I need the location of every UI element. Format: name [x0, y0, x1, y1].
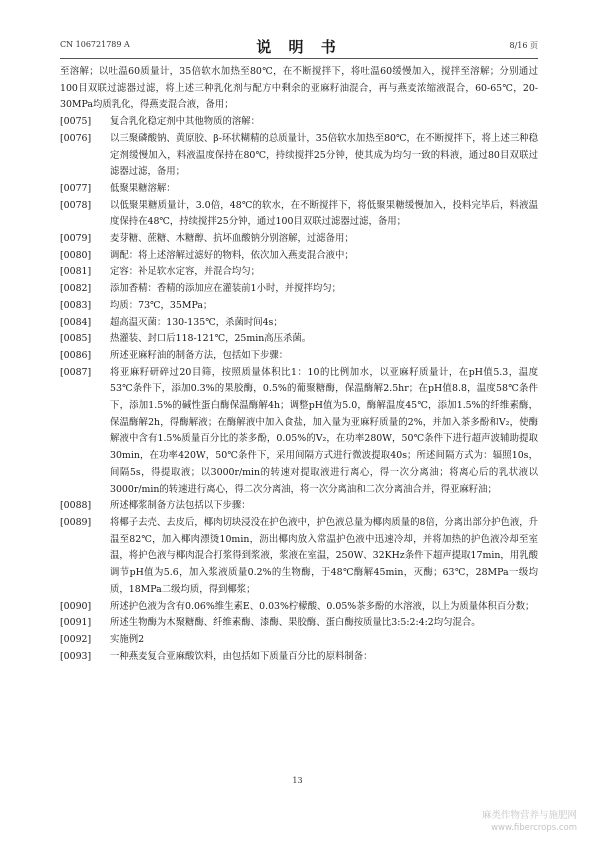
- paragraph-text: 将亚麻籽研碎过20目筛，按照质量体积比1：10的比例加水，以亚麻籽质量计，在pH值5.3，温度53℃条件下，添加0.3%的果胶酶，0.5%的葡聚糖酶，保温酶解2.5hr；在pH值8.8，温度58℃条件下，添加1.5%的碱性蛋白酶保温酶解4h；调整pH值为5.0，酶解温度45℃，添加1.5%的纤维素酶，保温酶解2h，得酶解液；在酶解液中加入食盐，加入量为亚麻籽质量的2%，并加入茶多酚和V₂，使酶解液中含有1.5%质量百分比的茶多酚，0.05%的V₂，在功率280W，50℃条件下进行超声波辅助提取30min，在功率420W，50℃条件下，采用间隔方式进行微波提取40s；所述间隔方式为：辐照10s，间隔5s，得提取液；以3000r/min的转速对提取液进行离心，得一次分离油；将离心后的乳状液以3000r/min的转速进行离心，得二次分离油，将一次分离油和二次分离油合并，得亚麻籽油；: [110, 366, 538, 495]
- paragraph: [60, 315, 538, 332]
- paragraph-number: [0084]: [60, 316, 92, 328]
- paragraph-number: [0076]: [60, 132, 92, 144]
- paragraph-text: 添加香精：香精的添加应在灌装前1小时，并搅拌均匀；: [110, 283, 341, 295]
- paragraph: [60, 281, 538, 298]
- paragraph-number: [0080]: [60, 249, 92, 261]
- paragraph-text: 所述生物酶为木聚糖酶、纤维素酶、漆酶、果胶酶、蛋白酶按质量比3:5:2:4:2均匀混合。: [110, 617, 481, 629]
- paragraph-text: 所述椰浆制备方法包括以下步骤：: [110, 500, 251, 512]
- paragraph-text: 一种燕麦复合亚麻酸饮料，由包括如下质量百分比的原料制备：: [110, 650, 373, 662]
- paragraph-number: [0082]: [60, 283, 92, 295]
- paragraph-text: 调配：将上述溶解过滤好的物料，依次加入燕麦混合液中；: [110, 249, 354, 261]
- paragraph-number: [0089]: [60, 516, 92, 528]
- paragraph-number: [0086]: [60, 349, 92, 361]
- paragraph-text: 定容：补足软水定容，并混合均匀；: [110, 266, 261, 278]
- page-header: [60, 38, 538, 54]
- paragraph-number: [0093]: [60, 650, 92, 662]
- paragraph: [60, 64, 538, 114]
- page-number: 13: [292, 776, 303, 785]
- watermark-site-name: 麻类作物营养与施肥网: [481, 810, 577, 821]
- paragraph-number: [0079]: [60, 233, 92, 245]
- header-rule: [60, 58, 538, 59]
- paragraph-number: [0085]: [60, 333, 92, 345]
- paragraph: [60, 198, 538, 231]
- watermark: [482, 809, 577, 835]
- paragraph: [60, 181, 538, 198]
- paragraph: [60, 515, 538, 599]
- paragraph-text: 以三聚磷酸钠、黄原胶、β-环状糊精的总质量计，35倍软水加热至80℃，在不断搅拌下，将上述三种稳定剂缓慢加入，料液温度保持在80℃，持续搅拌25分钟，使其成为均匀一致的料液，通过80目双联过滤器过滤，备用；: [110, 132, 538, 178]
- paragraph-text: 均质：73℃，35MPa；: [110, 299, 213, 311]
- paragraph: [60, 231, 538, 248]
- paragraph-number: [0091]: [60, 617, 92, 629]
- paragraph: [60, 264, 538, 281]
- paragraph: [60, 298, 538, 315]
- paragraph: [60, 331, 538, 348]
- paragraph-text: 将椰子去壳、去皮后，椰肉切块浸没在护色液中，护色液总量为椰肉质量的8倍，分离出部分护色液，升温至82℃，加入椰肉漂烫10min，沥出椰肉放入常温护色液中迅速冷却，并将加热的护色液冷却至室温，将护色液与椰肉混合打浆得到浆液，浆液在室温，250W、32KHz条件下超声提取17min，用乳酸调节pH值为5.6，加入浆液质量0.2%的生物酶，于48℃酶解45min，灭酶；63℃，28MPa一级均质，18MPa二级均质，得到椰浆；: [110, 516, 538, 595]
- paragraph-text: 实施例2: [110, 633, 145, 645]
- page-of-count: 8/16 页: [509, 41, 538, 50]
- paragraph: [60, 248, 538, 265]
- paragraph: [60, 498, 538, 515]
- paragraph: [60, 599, 538, 616]
- paragraph-number: [0075]: [60, 116, 92, 128]
- document-body: [60, 64, 538, 665]
- paragraph-text: 以低聚果糖质量计，3.0倍，48℃的软水，在不断搅拌下，将低聚果糖缓慢加入，投料完毕后，料液温度保持在48℃，持续搅拌25分钟，通过100目双联过滤器过滤，备用；: [110, 199, 538, 228]
- paragraph: [60, 632, 538, 649]
- doc-number: CN 106721789 A: [60, 40, 130, 49]
- paragraph-text: 复合乳化稳定剂中其他物质的溶解：: [110, 116, 261, 128]
- paragraph-text: 超高温灭菌：130-135℃，杀菌时间4s；: [110, 316, 283, 328]
- paragraph: [60, 649, 538, 666]
- paragraph-number: [0078]: [60, 199, 92, 211]
- paragraph-text: 麦芽糖、蔗糖、木糖醇、抗坏血酸钠分别溶解，过滤备用；: [110, 233, 354, 245]
- paragraph-text: 所述亚麻籽油的制备方法，包括如下步骤：: [110, 349, 289, 361]
- paragraph-text: 至溶解；以吐温60质量计，35倍软水加热至80℃，在不断搅拌下，将吐温60缓慢加入，搅拌至溶解；分别通过100目双联过滤器过滤，将上述三种乳化剂与配方中剩余的亚麻籽油混合，再与燕麦浓缩液混合，60-65℃，20-30MPa均质乳化，得燕麦混合液，备用；: [60, 66, 538, 111]
- paragraph-number: [0088]: [60, 500, 92, 512]
- paragraph-number: [0090]: [60, 600, 92, 612]
- paragraph-number: [0092]: [60, 633, 92, 645]
- paragraph: [60, 365, 538, 499]
- paragraph-number: [0077]: [60, 182, 92, 194]
- paragraph-number: [0081]: [60, 266, 92, 278]
- paragraph-text: 低聚果糖溶解：: [110, 182, 176, 194]
- paragraph-text: 热灌装、封口后118-121℃，25min高压杀菌。: [110, 333, 312, 345]
- paragraph-number: [0083]: [60, 299, 92, 311]
- watermark-url: www.fibercrops.com: [491, 823, 577, 833]
- paragraph: [60, 348, 538, 365]
- paragraph: [60, 615, 538, 632]
- paragraph: [60, 131, 538, 181]
- paragraph: [60, 114, 538, 131]
- paragraph-text: 所述护色液为含有0.06%维生素E、0.03%柠檬酸、0.05%茶多酚的水溶液，以上为质量体积百分数；: [110, 600, 535, 612]
- page-title: 说 明 书: [256, 38, 342, 56]
- paragraph-number: [0087]: [60, 366, 92, 378]
